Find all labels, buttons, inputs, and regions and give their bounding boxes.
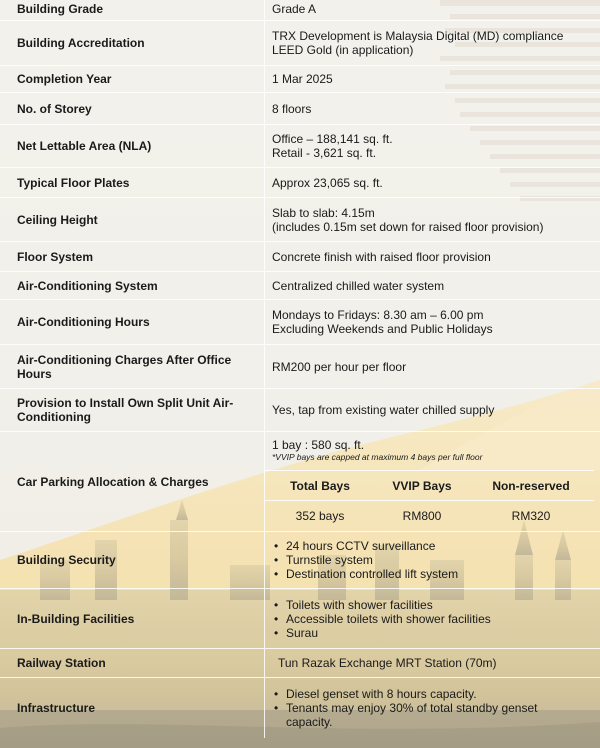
infrastructure-item: • Diesel genset with 8 hours capacity.	[286, 687, 586, 701]
row-railway-station	[0, 649, 600, 678]
row-floor-system	[0, 242, 600, 272]
ac-hours-line-2: Excluding Weekends and Public Holidays	[272, 322, 493, 336]
parking-bay-ratio: 1 bay : 580 sq. ft.	[272, 438, 365, 452]
value-vvip-bays: RM800	[402, 508, 442, 523]
row-in-building-facilities	[0, 589, 600, 649]
ac-system-label: Air-Conditioning System	[17, 278, 158, 293]
ac-hours-label: Air-Conditioning Hours	[17, 315, 150, 329]
header-total-bays: Total Bays	[290, 478, 350, 493]
parking-table-header	[264, 470, 594, 501]
infrastructure-label: Infrastructure	[17, 701, 96, 715]
no-of-storey-label: No. of Storey	[17, 101, 92, 116]
floor-system-label: Floor System	[17, 249, 94, 264]
row-building-accreditation	[0, 21, 600, 66]
facility-item: • Toilets with shower facilities	[286, 598, 586, 612]
security-item: • 24 hours CCTV surveillance	[286, 539, 586, 553]
security-item: • Destination controlled lift system	[286, 567, 586, 581]
ac-charges-value: RM200 per hour per floor	[272, 359, 407, 374]
building-accreditation-label: Building Accreditation	[17, 36, 145, 50]
parking-vvip-note: *VVIP bays are capped at maximum 4 bays per full floor	[272, 452, 483, 462]
building-security-label: Building Security	[17, 553, 116, 567]
row-ceiling-height	[0, 198, 600, 242]
row-infrastructure	[0, 678, 600, 738]
security-list	[272, 539, 586, 581]
nla-office: Office – 188,141 sq. ft.	[272, 132, 393, 146]
row-no-of-storey	[0, 93, 600, 125]
facilities-label: In-Building Facilities	[17, 611, 135, 626]
floor-plates-label: Typical Floor Plates	[17, 175, 130, 190]
row-car-parking	[0, 432, 600, 532]
facility-item: • Accessible toilets with shower facilities	[286, 612, 586, 626]
ac-hours-line-1: Mondays to Fridays: 8.30 am – 6.00 pm	[272, 308, 484, 322]
header-vvip-bays: VVIP Bays	[392, 478, 452, 493]
row-completion-year	[0, 66, 600, 93]
facilities-list	[272, 598, 586, 640]
row-split-unit-provision	[0, 389, 600, 432]
parking-charges-table	[264, 470, 594, 530]
infrastructure-item: • Tenants may enjoy 30% of total standby genset capacity.	[286, 701, 586, 729]
value-total-bays: 352 bays	[295, 508, 345, 523]
split-unit-label: Provision to Install Own Split Unit Air-Conditioning	[17, 396, 234, 424]
floor-plates-value: Approx 23,065 sq. ft.	[272, 175, 383, 190]
ac-charges-label: Air-Conditioning Charges After Office Hours	[17, 352, 232, 381]
ceiling-height-line-2: (includes 0.15m set down for raised floor provision)	[272, 219, 544, 234]
completion-year-label: Completion Year	[17, 72, 112, 86]
nla-retail: Retail - 3,621 sq. ft.	[272, 146, 377, 160]
accreditation-line-1: TRX Development is Malaysia Digital (MD) compliance	[272, 29, 564, 43]
railway-station-value: Tun Razak Exchange MRT Station (70m)	[278, 656, 497, 670]
row-air-conditioning-hours	[0, 300, 600, 345]
row-air-conditioning-system	[0, 272, 600, 300]
security-item: • Turnstile system	[286, 553, 586, 567]
row-air-conditioning-charges	[0, 345, 600, 389]
car-parking-label: Car Parking Allocation & Charges	[17, 474, 209, 489]
infrastructure-list	[272, 687, 586, 729]
floor-system-value: Concrete finish with raised floor provision	[272, 249, 491, 264]
facility-item: • Surau	[286, 626, 586, 640]
value-non-reserved: RM320	[511, 508, 551, 523]
row-typical-floor-plates	[0, 168, 600, 198]
nla-label: Net Lettable Area (NLA)	[17, 139, 152, 153]
header-non-reserved: Non-reserved	[492, 478, 570, 493]
split-unit-value: Yes, tap from existing water chilled supply	[272, 403, 495, 417]
completion-year-value: 1 Mar 2025	[272, 72, 333, 86]
ceiling-height-label: Ceiling Height	[17, 212, 98, 227]
no-of-storey-value: 8 floors	[272, 101, 312, 116]
row-building-grade	[0, 0, 600, 21]
row-net-lettable-area	[0, 125, 600, 168]
ac-system-value: Centralized chilled water system	[272, 278, 445, 293]
parking-table-values	[264, 501, 594, 530]
ceiling-height-line-1: Slab to slab: 4.15m	[272, 205, 375, 220]
row-building-security	[0, 532, 600, 589]
railway-station-label: Railway Station	[17, 656, 106, 670]
building-grade-label: Building Grade	[17, 1, 104, 16]
building-grade-value: Grade A	[272, 1, 317, 16]
accreditation-line-2: LEED Gold (in application)	[272, 43, 414, 57]
